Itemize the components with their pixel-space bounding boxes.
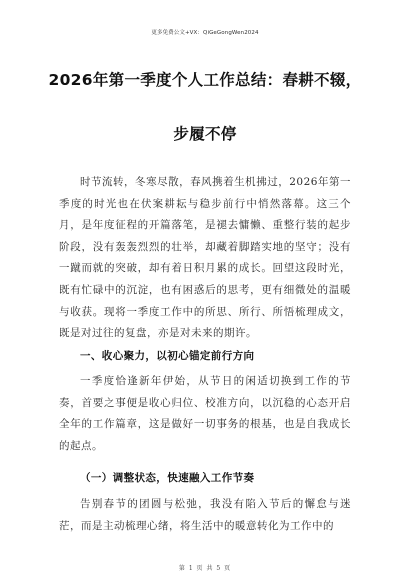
- page-header: 更多免费公文+VX：QiGeGongWen2024: [151, 30, 259, 36]
- subsection-1-paragraph: 告别春节的团圆与松弛，我没有陷入节后的懈怠与迷茫，而是主动梳理心绪，将生活中的暖意转化为工作中的: [59, 498, 351, 532]
- document-title-line-2: 步履不停: [173, 125, 237, 143]
- section-1-paragraph: 一季度恰逢新年伊始，从节日的闲适切换到工作的节奏，首要之事便是收心归位、校准方向，以沉稳的心态开启全年的工作篇章，这是做好一切事务的根基，也是自我成长的起点。: [59, 375, 351, 452]
- page-number-footer: 第 1 页 共 5 页: [178, 565, 232, 572]
- document-title-line-1: 2026年第一季度个人工作总结：春耕不辍，: [48, 71, 362, 89]
- intro-paragraph: 时节流转，冬寒尽散，春风携着生机拂过，2026年第一季度的时光也在伏案耕耘与稳步前行中悄然落幕。这三个月，是年度征程的开篇落笔，是褪去慵懒、重整行装的起步阶段，没有轰轰烈烈的壮举，却藏着脚踏实地的坚守；没有一蹴而就的突破，却有着日积月累的成长。回望这段时光，既有忙碌中的沉淀，也有困惑后的思考，更有细微处的温暖与收获。现将一季度工作中的所思、所行、所悟梳理成文，既是对过往的复盘，亦是对未来的期许。: [59, 176, 351, 340]
- section-heading-1: 一、收心聚力，以初心锚定前行方向: [80, 350, 255, 362]
- subsection-heading-1: （一）调整状态，快速融入工作节奏: [80, 472, 255, 484]
